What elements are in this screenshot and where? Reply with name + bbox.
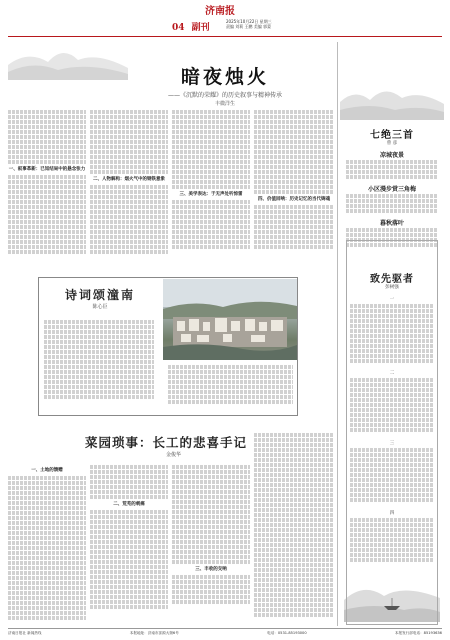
sidebar-poem2-title: 致先驱者 [370, 274, 414, 285]
sidebar-poem2-part-2: 二 [389, 371, 395, 376]
dateline [226, 19, 272, 29]
poem-text-right [168, 365, 293, 413]
footer-phone: 电话：0531-85193000 [267, 631, 307, 635]
section-heading: 一、土地的馈赠 [31, 468, 63, 473]
second-article-author: 金俊华 [166, 452, 182, 458]
sidebar-poem1-subtitle-2: 小区漫步赏三角梅 [367, 186, 416, 193]
sidebar-poem2-frame [346, 240, 438, 625]
section-heading: 三、丰收的交响 [195, 567, 227, 572]
footer-address: 本报地址：济南市泺源大街6号 [129, 631, 179, 635]
second-article-column-2 [90, 465, 168, 625]
main-article-column-1 [8, 110, 86, 270]
poem-section-author: 陈心臣 [92, 304, 108, 310]
masthead [0, 0, 450, 40]
sidebar-poem1-text-2 [346, 194, 438, 216]
page-label [172, 20, 210, 32]
ink-mountain-illustration [340, 80, 444, 120]
page-number: 04 [172, 23, 185, 33]
main-article-subtitle: ——《沉默的荣耀》的历史叙事与精神传承 [167, 92, 282, 99]
sidebar-poem2-part-3: 三 [389, 441, 395, 446]
section-heading: 二、人物解构：烟火气中的钢铁意象 [93, 177, 165, 182]
second-article-column-1 [8, 465, 86, 625]
issue-date: 2025年10月22日 星期三 [226, 19, 272, 24]
footer-rule [8, 628, 442, 629]
ink-landscape-illustration [8, 40, 128, 80]
sidebar-poem1-text-1 [346, 160, 438, 182]
second-article-column-3 [172, 465, 250, 625]
section-heading: 二、荒芜的刺痛 [113, 502, 145, 507]
main-article-author: 丰微洋生 [214, 101, 235, 107]
main-article-column-4 [254, 110, 334, 270]
poem-section-title: 诗词颂潼南 [64, 288, 135, 302]
photo-illustration [163, 279, 297, 360]
main-article-column-3 [172, 110, 250, 270]
section-heading: 一、叙事革新：已知结局中的悬念张力 [8, 167, 86, 172]
second-article-column-4 [254, 433, 334, 625]
page-name: 副刊 [191, 23, 210, 33]
town-aerial-photo [163, 279, 297, 360]
section-heading: 四、价值回响：历史记忆的当代铸魂 [258, 197, 330, 202]
footer-left: 济南日报社 新闻热线 [8, 631, 42, 635]
main-article-title: 暗夜烛火 [180, 66, 269, 88]
second-article-title: 菜园琐事：长工的悲喜手记 [84, 435, 247, 450]
sidebar-poem1-author: 曾 彦 [386, 141, 398, 146]
sidebar-poem1-subtitle-1: 凉城夜景 [379, 152, 404, 159]
sidebar-divider [337, 42, 338, 626]
sidebar-poem2-part-1: 一 [389, 297, 395, 302]
sidebar-poem1-title: 七绝三首 [370, 130, 414, 141]
poem-text-left [44, 320, 154, 412]
header-rule [8, 36, 442, 37]
editor-credits: 责编 刘莉 王鹏 美编 郭蒙 [226, 24, 272, 29]
footer [8, 631, 442, 636]
main-article-column-2 [90, 110, 168, 270]
sidebar-poem1-subtitle-3: 暮秋落叶 [379, 220, 404, 227]
footer-right: 本报发行部电话：85193636 [394, 631, 442, 635]
section-heading: 三、美学表达：于无声处听惊雷 [179, 192, 243, 197]
newspaper-logo: 济南报 [205, 6, 235, 17]
sidebar-poem2-part-4: 四 [389, 511, 395, 516]
sidebar-poem2-author: 彭树强 [385, 285, 399, 290]
